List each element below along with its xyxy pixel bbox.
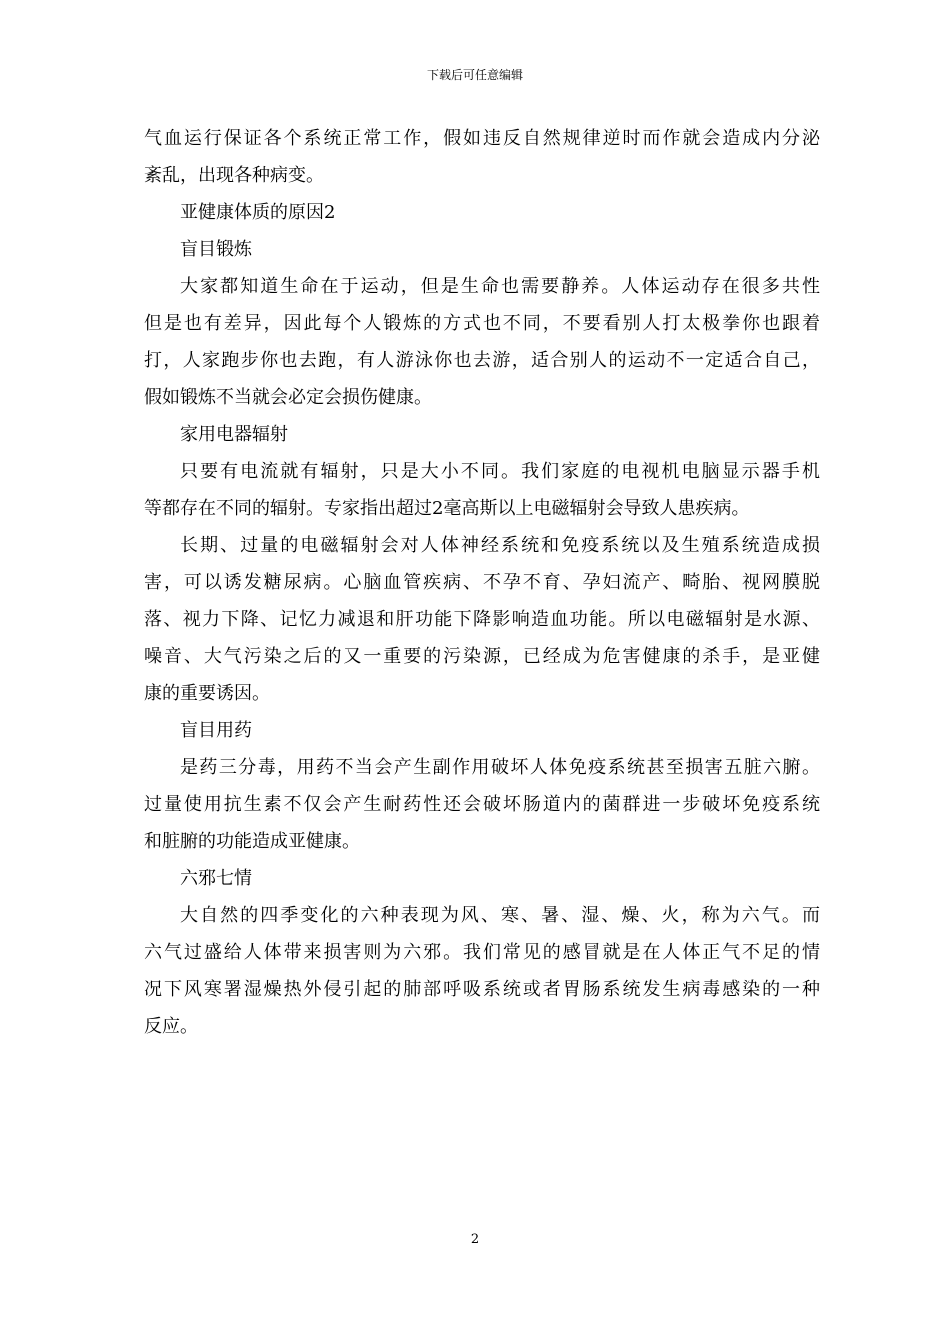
document-body <box>144 120 820 1045</box>
section-heading: 家用电器辐射 <box>180 424 288 445</box>
section-heading: 六邪七情 <box>180 868 252 889</box>
paragraph-line: 气血运行保证各个系统正常工作，假如违反自然规律逆时而作就会造成内分泌 <box>144 128 820 149</box>
paragraph-line: 和脏腑的功能造成亚健康。 <box>144 831 360 852</box>
paragraph-line: 害，可以诱发糖尿病。心脑血管疾病、不孕不育、孕妇流产、畸胎、视网膜脱 <box>144 572 820 593</box>
paragraph-line: 打，人家跑步你也去跑，有人游泳你也去游，适合别人的运动不一定适合自己， <box>144 350 820 371</box>
section-heading: 盲目锻炼 <box>180 239 252 260</box>
paragraph-line: 噪音、大气污染之后的又一重要的污染源，已经成为危害健康的杀手，是亚健 <box>144 646 820 667</box>
paragraph-line: 假如锻炼不当就会必定会损伤健康。 <box>144 387 432 408</box>
paragraph-line: 康的重要诱因。 <box>144 683 270 704</box>
paragraph-line: 等都存在不同的辐射。专家指出超过2毫高斯以上电磁辐射会导致人患疾病。 <box>144 498 750 519</box>
paragraph-line: 落、视力下降、记忆力减退和肝功能下降影响造血功能。所以电磁辐射是水源、 <box>144 609 820 630</box>
paragraph-line: 况下风寒署湿燥热外侵引起的肺部呼吸系统或者胃肠系统发生病毒感染的一种 <box>144 979 820 1000</box>
page-header: 下载后可任意编辑 <box>426 68 523 82</box>
paragraph-line: 只要有电流就有辐射，只是大小不同。我们家庭的电视机电脑显示器手机 <box>180 461 820 482</box>
paragraph-line: 反应。 <box>144 1016 198 1037</box>
paragraph-line: 紊乱，出现各种病变。 <box>144 165 324 186</box>
paragraph-line: 但是也有差异，因此每个人锻炼的方式也不同，不要看别人打太极拳你也跟着 <box>144 313 820 334</box>
section-heading: 亚健康体质的原因2 <box>180 202 336 223</box>
paragraph-line: 是药三分毒，用药不当会产生副作用破坏人体免疫系统甚至损害五脏六腑。 <box>180 757 820 778</box>
page-number: 2 <box>470 1232 480 1247</box>
paragraph-line: 过量使用抗生素不仅会产生耐药性还会破坏肠道内的菌群进一步破坏免疫系统 <box>144 794 820 815</box>
paragraph-line: 六气过盛给人体带来损害则为六邪。我们常见的感冒就是在人体正气不足的情 <box>144 942 820 963</box>
paragraph-line: 长期、过量的电磁辐射会对人体神经系统和免疫系统以及生殖系统造成损 <box>180 535 820 556</box>
paragraph-line: 大自然的四季变化的六种表现为风、寒、暑、湿、燥、火，称为六气。而 <box>180 905 820 926</box>
paragraph-line: 大家都知道生命在于运动，但是生命也需要静养。人体运动存在很多共性 <box>180 276 820 297</box>
section-heading: 盲目用药 <box>180 720 252 741</box>
